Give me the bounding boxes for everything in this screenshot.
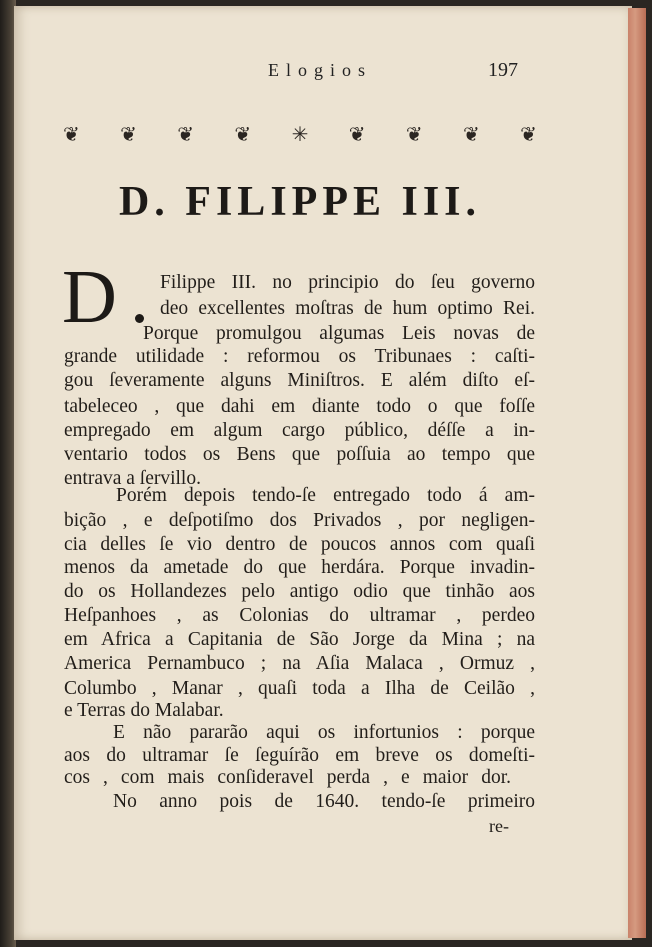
- text-line: No anno pois de 1640. tendo-ſe primeiro: [113, 791, 535, 812]
- ornament-left-2: ❦: [120, 124, 137, 146]
- text-line: ventario todos os Bens que poſſuia ao tempo que: [64, 444, 535, 465]
- ornament-right-2: ❦: [405, 124, 423, 146]
- ornament-band: [63, 122, 537, 147]
- ornament-right-4: ❦: [520, 124, 537, 146]
- text-line: grande utilidade : reformou os Tribunaes : caſti-: [64, 346, 535, 367]
- text-line: aos do ultramar ſe ſeguírão em breve os domeſti-: [64, 745, 535, 766]
- ornament-right-1: ❦: [348, 124, 366, 146]
- text-line: Porque promulgou algumas Leis novas de: [143, 323, 535, 344]
- text-line: cia delles ſe vio dentro de poucos annos com quaſi: [64, 534, 535, 555]
- drop-cap: D: [62, 255, 117, 339]
- text-line: gou ſeveramente alguns Miniſtros. E além diſto eſ-: [64, 370, 535, 391]
- ornament-center: ✳: [291, 124, 309, 146]
- text-line: Columbo , Manar , quaſi toda a Ilha de Ceilão ,: [64, 678, 535, 699]
- running-head: Elogios: [267, 60, 372, 80]
- ornament-left-1: ❦: [63, 124, 80, 146]
- text-line: empregado em algum cargo público, déſſe a in-: [64, 420, 535, 441]
- chapter-title: D. FILIPPE III.: [118, 179, 482, 225]
- text-line: do os Hollandezes pelo antigo odio que tinhão aos: [64, 581, 535, 602]
- text-line: bição , e deſpotiſmo dos Privados , por negligen-: [64, 510, 535, 531]
- ornament-right-3: ❦: [462, 124, 480, 146]
- text-line: tabeleceo , que dahi em diante todo o que foſſe: [64, 396, 535, 417]
- ornament-left-4: ❦: [234, 124, 252, 146]
- text-line: entrava a ſervillo.: [64, 468, 201, 489]
- text-line: E não pararão aqui os infortunios : porque: [113, 722, 535, 743]
- text-line: menos da ametade do que herdára. Porque invadin-: [64, 557, 535, 578]
- ornament-left-3: ❦: [177, 124, 195, 146]
- drop-cap-dot: [135, 314, 144, 323]
- catchword: re-: [489, 816, 509, 836]
- text-line: Porém depois tendo-ſe entregado todo á am-: [116, 485, 535, 506]
- text-line: e Terras do Malabar.: [64, 700, 224, 721]
- text-line: America Pernambuco ; na Aſia Malaca , Ormuz ,: [64, 653, 535, 674]
- text-line: Filippe III. no principio do ſeu governo: [160, 272, 535, 293]
- text-line: Heſpanhoes , as Colonias do ultramar , perdeo: [64, 605, 535, 626]
- page-edge: [628, 8, 646, 938]
- text-line: em Africa a Capitania de São Jorge da Mina ; na: [64, 629, 535, 650]
- page-number: 197: [488, 59, 518, 81]
- text-line: cos , com mais conſideravel perda , e maior dor.: [64, 767, 511, 788]
- text-line: deo excellentes moſtras de hum optimo Rei.: [160, 298, 535, 319]
